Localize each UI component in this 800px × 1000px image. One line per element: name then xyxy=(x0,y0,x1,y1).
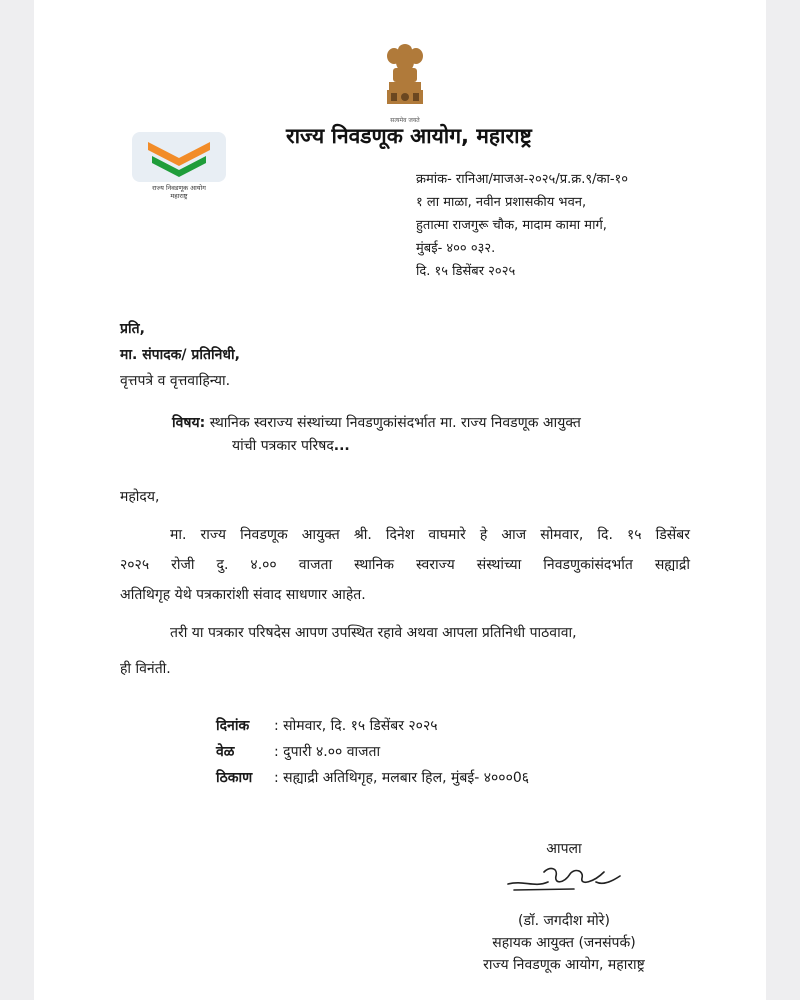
address-line: १ ला माळा, नवीन प्रशासकीय भवन, xyxy=(416,195,587,210)
emblem-motto: सत्यमेव जयते xyxy=(390,117,420,124)
subject-line: यांची पत्रकार परिषद xyxy=(232,438,334,454)
body-line: मा. राज्य निवडणूक आयुक्त श्री. दिनेश वाघमारे हे आज सोमवार, दि. १५ डिसेंबर xyxy=(170,527,690,543)
recipient-title: मा. संपादक/ प्रतिनिधी, xyxy=(120,347,240,363)
event-details xyxy=(216,713,529,791)
letter-date: दि. १५ डिसेंबर २०२५ xyxy=(416,264,516,279)
subject-label: विषय: xyxy=(172,415,206,431)
venue-value: : सह्याद्री अतिथिगृह, मलबार हिल, मुंबई- ४०००0६ xyxy=(274,770,530,786)
signatory-designation: सहायक आयुक्त (जनसंपर्क) xyxy=(492,935,636,951)
closing: आपला xyxy=(546,841,582,857)
address-line: हुतात्मा राजगुरू चौक, मादाम कामा मार्ग, xyxy=(416,218,607,233)
body-line: २०२५ रोजी दु. ४.०० वाजता स्थानिक स्वराज्य संस्थांच्या निवडणुकांसंदर्भात सह्याद्री xyxy=(120,557,690,573)
date-label: दिनांक xyxy=(216,718,250,734)
recipient-org: वृत्तपत्रे व वृत्तवाहिन्या. xyxy=(120,373,231,389)
recipient-prefix: प्रति, xyxy=(120,321,145,337)
subject-block xyxy=(172,412,712,458)
signatory-name: (डॉ. जगदीश मोरे) xyxy=(518,913,610,929)
handwritten-signature-icon xyxy=(504,862,624,894)
reference-block xyxy=(416,168,628,283)
body-line: तरी या पत्रकार परिषदेस आपण उपस्थित रहावे अथवा आपला प्रतिनिधी पाठवावा, xyxy=(170,625,577,641)
time-label: वेळ xyxy=(216,744,235,760)
letter-body xyxy=(120,482,690,684)
signatory-office: राज्य निवडणूक आयोग, महाराष्ट्र xyxy=(483,957,645,973)
body-line: ही विनंती. xyxy=(120,661,171,677)
commission-logo-icon xyxy=(130,130,228,184)
state-emblem-icon xyxy=(379,40,431,115)
time-value: : दुपारी ४.०० वाजता xyxy=(274,744,381,760)
letter-page xyxy=(34,0,766,1000)
recipient-block xyxy=(120,316,240,394)
logo-caption: राज्य निवडणूक आयोग महाराष्ट्र xyxy=(152,184,206,200)
address-line: मुंबई- ४०० ०३२. xyxy=(416,241,496,256)
date-value: : सोमवार, दि. १५ डिसेंबर २०२५ xyxy=(274,718,438,734)
signature-block xyxy=(454,838,674,976)
subject-ellipsis: ... xyxy=(333,438,350,454)
body-line: अतिथिगृह येथे पत्रकारांशी संवाद साधणार आहेत. xyxy=(120,587,366,603)
letterhead-title: राज्य निवडणूक आयोग, महाराष्ट्र xyxy=(286,124,532,148)
subject-line: स्थानिक स्वराज्य संस्थांच्या निवडणुकांसंदर्भात मा. राज्य निवडणूक आयुक्त xyxy=(209,415,581,431)
venue-label: ठिकाण xyxy=(216,770,253,786)
reference-number: क्रमांक- रानिआ/माजअ-२०२५/प्र.क्र.९/का-१० xyxy=(416,172,629,187)
salutation: महोदय, xyxy=(120,489,160,505)
